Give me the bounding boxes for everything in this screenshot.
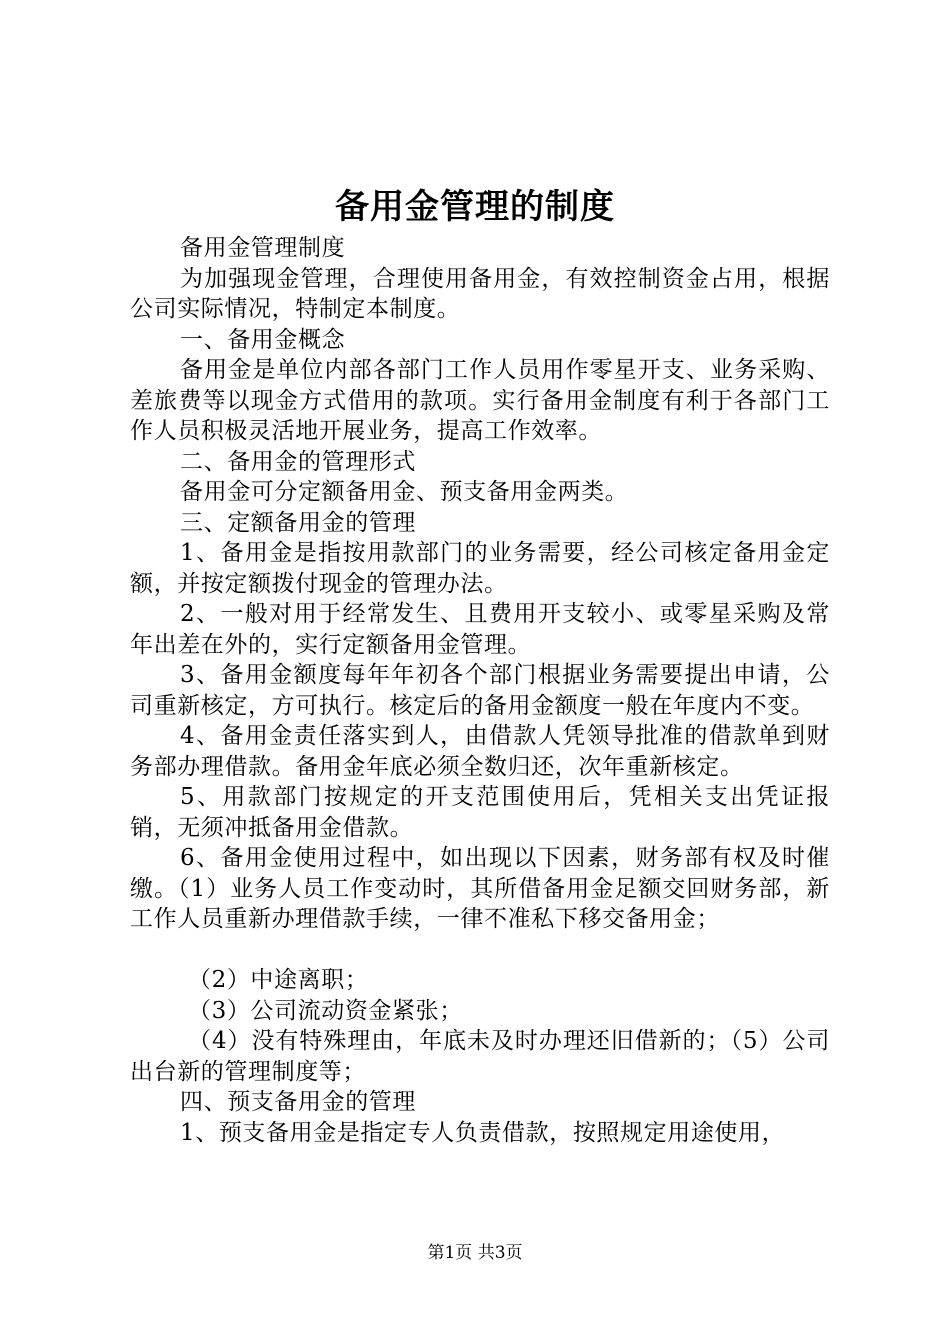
paragraph: 备用金管理制度 (180, 235, 346, 261)
document-title: 备用金管理的制度 (335, 187, 615, 227)
page-number: 第1页 共3页 (427, 1243, 523, 1263)
list-item: （3）公司流动资金紧张； (188, 997, 463, 1024)
list-item: 5、用款部门按规定的开支范围使用后，凭相关支出凭证报销，无须冲抵备用金借款。 (130, 784, 830, 841)
blank-line (130, 935, 830, 966)
paragraph: 为加强现金管理，合理使用备用金，有效控制资金占用，根据公司实际情况，特制定本制度。 (130, 265, 830, 322)
list-item: 3、备用金额度每年年初各个部门根据业务需要提出申请，公司重新核定，方可执行。核定后的备用金额度一般在年度内不变。 (130, 662, 830, 719)
section-heading: 二、备用金的管理形式 (180, 448, 416, 475)
paragraph: 备用金是单位内部各部门工作人员用作零星开支、业务采购、差旅费等以现金方式借用的款项。实行备用金制度有利于各部门工作人员积极灵活地开展业务，提高工作效率。 (130, 357, 830, 444)
list-item: 6、备用金使用过程中，如出现以下因素，财务部有权及时催缴。（1）业务人员工作变动时，其所借备用金足额交回财务部，新工作人员重新办理借款手续，一律不准私下移交备用金； (130, 845, 830, 932)
section-heading: 三、定额备用金的管理 (180, 509, 416, 536)
list-item: 2、一般对用于经常发生、且费用开支较小、或零星采购及常年出差在外的，实行定额备用金管理。 (130, 601, 830, 658)
list-item: （4）没有特殊理由，年底未及时办理还旧借新的；（5）公司出台新的管理制度等； (130, 1028, 830, 1085)
list-item: （2）中途离职； (188, 967, 369, 993)
list-item: 4、备用金责任落实到人，由借款人凭领导批准的借款单到财务部办理借款。备用金年底必须全数归还，次年重新核定。 (130, 723, 830, 780)
list-item: 1、预支备用金是指定专人负责借款，按照规定用途使用， (180, 1119, 786, 1146)
section-heading: 四、预支备用金的管理 (180, 1089, 416, 1115)
list-item: 1、备用金是指按用款部门的业务需要，经公司核定备用金定额，并按定额拨付现金的管理办法。 (130, 540, 830, 597)
document-body (130, 233, 830, 1148)
paragraph: 备用金可分定额备用金、预支备用金两类。 (180, 479, 629, 505)
section-heading: 一、备用金概念 (180, 326, 346, 353)
